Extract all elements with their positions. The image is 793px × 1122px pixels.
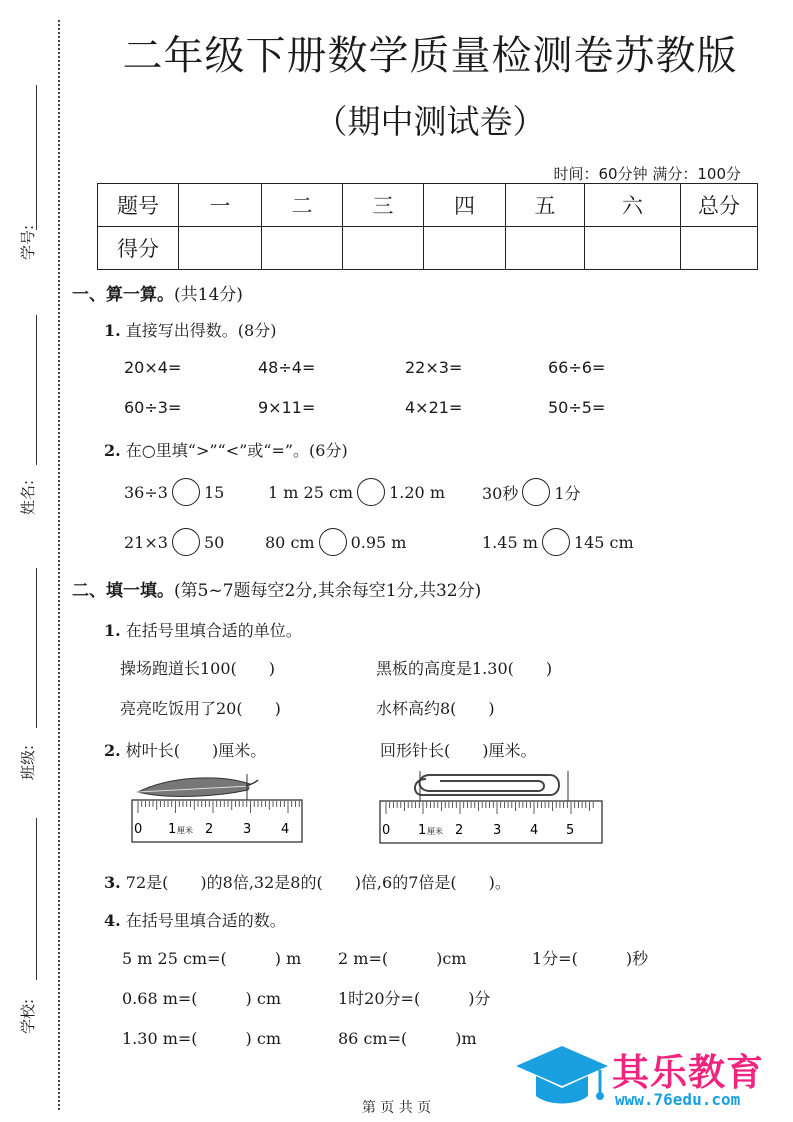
- paperclip-icon: [415, 775, 559, 795]
- fill-item: 1.30 m=( ) cm: [122, 1029, 281, 1048]
- ruler-label: 5: [566, 823, 575, 838]
- ruler-label: 4: [281, 822, 290, 837]
- compare-right: 145 cm: [573, 532, 634, 552]
- question-2-2: [104, 738, 266, 761]
- section-1-title: 一、算一算。: [72, 285, 174, 305]
- fill-item: 5 m 25 cm=( ) m: [122, 949, 302, 968]
- logo-url: www.76edu.com: [615, 1090, 741, 1109]
- section-2-heading: [72, 576, 481, 601]
- question-text: 树叶长( )厘米。: [125, 741, 267, 760]
- fill-item: 2 m=( )cm: [338, 949, 467, 968]
- table-header-cell: 二: [262, 184, 343, 227]
- question-number: 1.: [104, 621, 121, 640]
- score-cell[interactable]: [179, 227, 262, 270]
- compare-circle[interactable]: [357, 478, 385, 506]
- fill-item: 亮亮吃饭用了20( ): [120, 699, 281, 718]
- side-line: [36, 568, 37, 728]
- exercise: 22×3=: [405, 358, 463, 377]
- compare-circle[interactable]: [319, 528, 347, 556]
- ruler-label: 1: [168, 822, 177, 837]
- score-cell[interactable]: [424, 227, 506, 270]
- class-label: 班级:: [19, 744, 38, 781]
- fill-item: 86 cm=( )m: [338, 1029, 477, 1048]
- question-1-1: [104, 318, 276, 341]
- exercise: 66÷6=: [548, 358, 606, 377]
- page-title: 二年级下册数学质量检测卷苏教版: [122, 33, 738, 79]
- section-2-note: (第5~7题每空2分,其余每空1分,共32分): [174, 581, 482, 601]
- compare-item: [482, 478, 581, 506]
- question-2-4: [104, 908, 286, 931]
- fill-item: 黑板的高度是1.30( ): [376, 659, 553, 678]
- leaf-ruler-figure: [130, 770, 310, 845]
- compare-right: 0.95 m: [350, 532, 407, 552]
- side-line: [36, 315, 37, 465]
- page-footer: 第 页 共 页: [361, 1100, 432, 1116]
- score-cell[interactable]: [262, 227, 343, 270]
- ruler-label: 4: [530, 823, 539, 838]
- compare-right: 1.20 m: [389, 482, 445, 502]
- score-table: [97, 183, 758, 270]
- ruler-label: 3: [243, 822, 252, 837]
- exam-meta: 时间：60分钟 满分：100分: [553, 165, 741, 183]
- fill-item: 操场跑道长100( ): [120, 659, 276, 678]
- compare-circle[interactable]: [172, 478, 200, 506]
- question-text: 直接写出得数。(8分): [125, 321, 277, 340]
- page-subtitle: （期中测试卷）: [314, 102, 546, 141]
- table-header-cell: 四: [424, 184, 506, 227]
- graduation-cap-icon: [512, 1040, 612, 1112]
- exercise: 60÷3=: [124, 398, 182, 417]
- student-id-label: 学号:: [19, 224, 38, 261]
- table-header-cell: 题号: [98, 184, 179, 227]
- score-cell[interactable]: [585, 227, 681, 270]
- table-header-cell: 一: [179, 184, 262, 227]
- ruler-label: 1: [418, 823, 427, 838]
- exercise: 20×4=: [124, 358, 182, 377]
- compare-circle[interactable]: [172, 528, 200, 556]
- side-line: [36, 818, 37, 980]
- compare-left: 1.45 m: [482, 532, 538, 552]
- score-cell[interactable]: [506, 227, 585, 270]
- score-cell[interactable]: [681, 227, 758, 270]
- ruler-unit: 厘米: [427, 827, 443, 836]
- table-header-cell: 五: [506, 184, 585, 227]
- compare-left: 36÷3: [124, 482, 168, 502]
- question-1-2: [104, 438, 348, 461]
- table-header-cell: 六: [585, 184, 681, 227]
- compare-right: 50: [203, 532, 225, 552]
- paperclip-ruler-figure: [378, 765, 608, 845]
- binding-dashed-line: [58, 20, 60, 1110]
- fill-item: 1时20分=( )分: [338, 989, 491, 1008]
- compare-circle[interactable]: [542, 528, 570, 556]
- fill-item: 1分=( )秒: [532, 949, 649, 968]
- compare-left: 30秒: [482, 483, 519, 503]
- section-2-title: 二、填一填。: [72, 581, 174, 601]
- score-cell[interactable]: [343, 227, 424, 270]
- school-label: 学校:: [19, 998, 38, 1035]
- compare-left: 80 cm: [265, 532, 315, 552]
- section-1-heading: [72, 280, 243, 305]
- compare-right: 15: [203, 482, 225, 502]
- question-text: 在○里填“>”“<”或“=”。(6分): [125, 441, 348, 460]
- exercise: 50÷5=: [548, 398, 606, 417]
- score-table-score-row: [98, 227, 758, 270]
- question-text: 在括号里填合适的单位。: [125, 621, 302, 640]
- logo-name: 其乐教育: [612, 1051, 764, 1094]
- ruler-label: 0: [382, 823, 391, 838]
- exercise: 48÷4=: [258, 358, 316, 377]
- question-number: 3.: [104, 873, 121, 892]
- question-number: 2.: [104, 441, 121, 460]
- leaf-icon: [138, 778, 258, 797]
- ruler-label: 3: [493, 823, 502, 838]
- exercise: 9×11=: [258, 398, 316, 417]
- score-table-header-row: [98, 184, 758, 227]
- compare-left: 1 m 25 cm: [268, 482, 354, 502]
- exercise: 4×21=: [405, 398, 463, 417]
- ruler-label: 2: [205, 822, 214, 837]
- compare-right: 1分: [554, 483, 581, 503]
- section-1-note: (共14分): [174, 285, 243, 305]
- ruler-label: 2: [455, 823, 464, 838]
- compare-item: [482, 528, 634, 556]
- ruler-label: 0: [134, 822, 143, 837]
- compare-left: 21×3: [124, 532, 168, 552]
- question-number: 2.: [104, 741, 121, 760]
- question-number: 1.: [104, 321, 121, 340]
- question-2-1: [104, 618, 302, 641]
- table-header-cell: 三: [343, 184, 424, 227]
- question-number: 4.: [104, 911, 121, 930]
- question-text: 72是( )的8倍,32是8的( )倍,6的7倍是( )。: [125, 873, 511, 892]
- question-text: 在括号里填合适的数。: [125, 911, 286, 930]
- fill-item: 0.68 m=( ) cm: [122, 989, 281, 1008]
- table-row-label: 得分: [98, 227, 179, 270]
- compare-item: [124, 528, 224, 556]
- compare-item: [265, 528, 406, 556]
- side-line: [36, 85, 37, 230]
- table-header-cell: 总分: [681, 184, 758, 227]
- compare-circle[interactable]: [522, 478, 550, 506]
- name-label: 姓名:: [19, 479, 38, 516]
- question-2-3: [104, 870, 511, 893]
- compare-item: [124, 478, 224, 506]
- question-2-2b: 回形针长( )厘米。: [380, 741, 537, 760]
- fill-item: 水杯高约8( ): [376, 699, 495, 718]
- ruler-unit: 厘米: [177, 826, 193, 835]
- compare-item: [268, 478, 445, 506]
